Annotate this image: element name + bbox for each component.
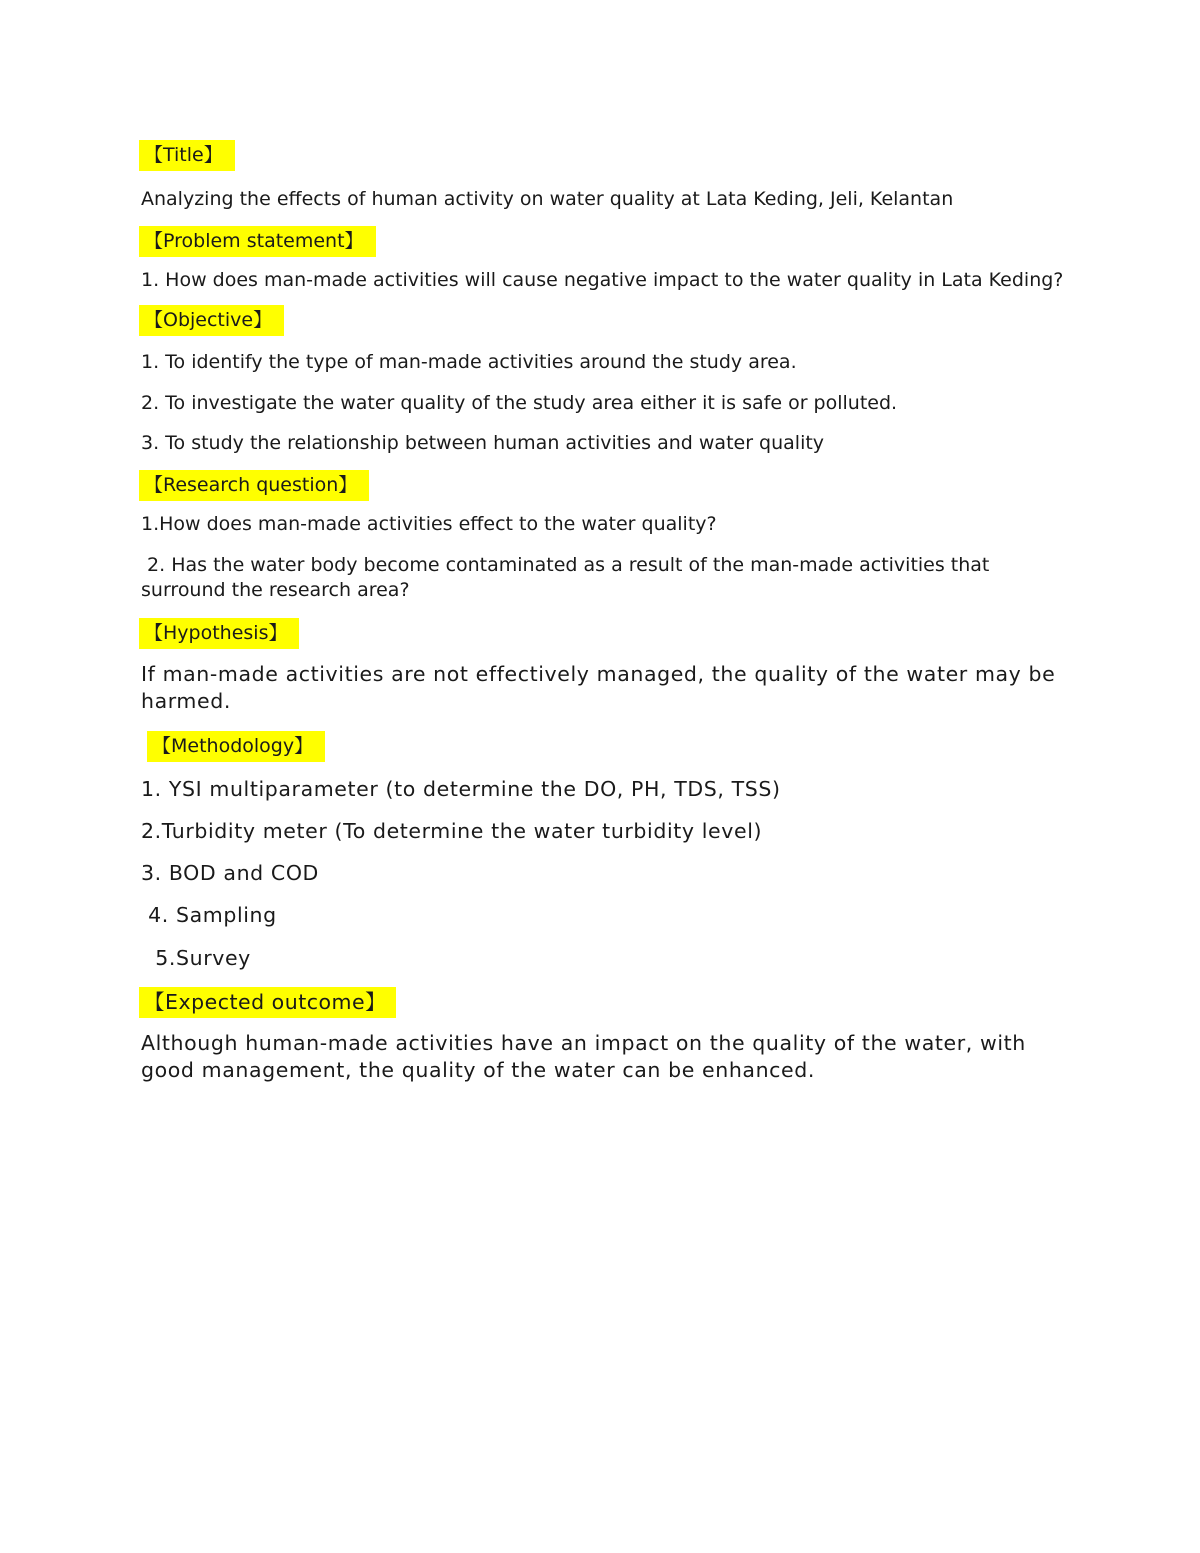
expected-outcome-heading-row [141,987,1071,1018]
title-heading: 【Title】 [139,140,235,171]
problem-statement-heading-row [141,226,1071,257]
hypothesis-body: If man-made activities are not effectively managed, the quality of the water may be harmed. [141,662,1056,713]
objective-item: 2. To investigate the water quality of the study area either it is safe or polluted. [141,392,898,414]
title-body: Analyzing the effects of human activity on water quality at Lata Keding, Jeli, Kelantan [141,188,954,210]
expected-outcome-body: Although human-made activities have an impact on the quality of the water, with good management, the quality of the water can be enhanced. [141,1031,1026,1082]
research-question-heading: 【Research question】 [139,470,369,501]
research-question-item: 2. Has the water body become contaminated as a result of the man-made activities that surround the research area? [141,554,996,601]
methodology-heading-row [141,731,1071,762]
methodology-item: 3. BOD and COD [141,861,319,885]
methodology-item: 4. Sampling [141,903,277,927]
research-question-item: 1.How does man-made activities effect to the water quality? [141,513,717,535]
objective-heading-row [141,305,1071,336]
problem-statement-item: 1. How does man-made activities will cause negative impact to the water quality in Lata Keding? [141,269,1064,291]
methodology-item: 2.Turbidity meter (To determine the water turbidity level) [141,819,763,843]
methodology-heading: 【Methodology】 [147,731,325,762]
objective-heading: 【Objective】 [139,305,284,336]
research-question-heading-row [141,470,1071,501]
problem-statement-heading: 【Problem statement】 [139,226,376,257]
methodology-item: 1. YSI multiparameter (to determine the DO, PH, TDS, TSS) [141,777,781,801]
expected-outcome-heading: 【Expected outcome】 [139,987,396,1018]
methodology-item: 5.Survey [141,946,251,970]
objective-item: 1. To identify the type of man-made activities around the study area. [141,351,797,373]
objective-item: 3. To study the relationship between human activities and water quality [141,432,825,454]
document-page [141,140,1071,1084]
title-heading-row [141,140,1071,171]
hypothesis-heading: 【Hypothesis】 [139,618,299,649]
hypothesis-heading-row [141,618,1071,649]
